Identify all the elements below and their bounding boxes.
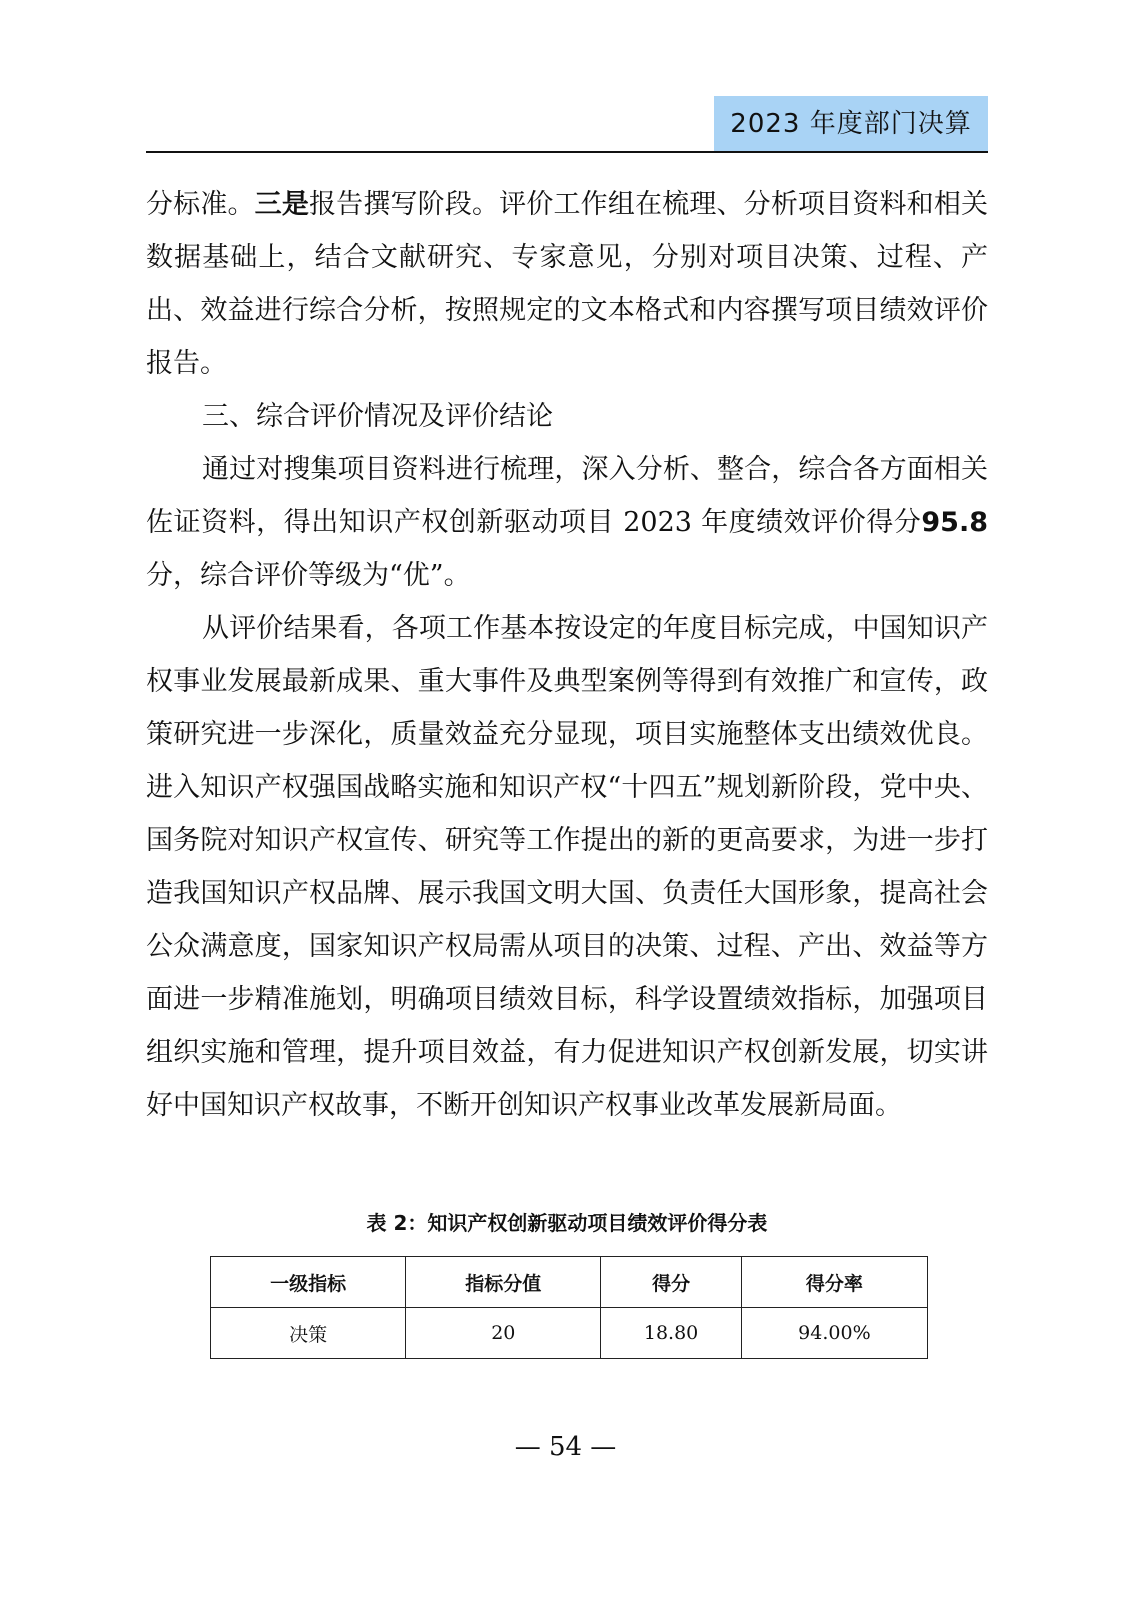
- table-header-cell: 得分率: [741, 1257, 927, 1308]
- paragraph-3: 从评价结果看，各项工作基本按设定的年度目标完成，中国知识产权事业发展最新成果、重大事件及典型案例等得到有效推广和宣传，政策研究进一步深化，质量效益充分显现，项目实施整体支出绩效优良。进入知识产权强国战略实施和知识产权“十四五”规划新阶段，党中央、国务院对知识产权宣传、研究等工作提出的新的更高要求，为进一步打造我国知识产权品牌、展示我国文明大国、负责任大国形象，提高社会公众满意度，国家知识产权局需从项目的决策、过程、产出、效益等方面进一步精准施划，明确项目绩效目标，科学设置绩效指标，加强项目组织实施和管理，提升项目效益，有力促进知识产权创新发展，切实讲好中国知识产权故事，不断开创知识产权事业改革发展新局面。: [146, 613, 988, 1121]
- table-header-cell: 得分: [601, 1257, 741, 1308]
- paragraph-1-post: 报告撰写阶段。评价工作组在梳理、分析项目资料和相关数据基础上，结合文献研究、专家意见，分别对项目决策、过程、产出、效益进行综合分析，按照规定的文本格式和内容撰写项目绩效评价报告。: [146, 189, 989, 379]
- table-row: [211, 1308, 928, 1359]
- table-caption: 表 2：知识产权创新驱动项目绩效评价得分表: [366, 1211, 768, 1235]
- table-header-cell: 一级指标: [211, 1257, 406, 1308]
- paragraph-2-tail: 分，综合评价等级为“优”。: [146, 560, 471, 591]
- table-header-cell: 指标分值: [406, 1257, 601, 1308]
- paragraph-1-pre: 分标准。: [146, 189, 255, 220]
- body-text: [146, 178, 988, 1132]
- paragraph-2-text: 通过对搜集项目资料进行梳理，深入分析、整合，综合各方面相关佐证资料，得出知识产权创新驱动项目 2023 年度绩效评价得分: [146, 454, 988, 538]
- table-cell: 20: [406, 1308, 601, 1359]
- table-cell: 18.80: [601, 1308, 741, 1359]
- score-table: [210, 1256, 928, 1359]
- paragraph-1-bold: 三是: [254, 189, 310, 220]
- table-header-row: [211, 1257, 928, 1308]
- header-badge: 2023 年度部门决算: [714, 96, 988, 153]
- table-cell: 决策: [211, 1308, 406, 1359]
- paragraph-1: [146, 178, 988, 390]
- score-value: 95.8: [921, 507, 988, 538]
- header-rule: [146, 151, 988, 153]
- page-number: — 54 —: [514, 1432, 617, 1462]
- table-cell: 94.00%: [741, 1308, 927, 1359]
- section-heading: 三、综合评价情况及评价结论: [202, 401, 553, 432]
- paragraph-2: [146, 443, 988, 602]
